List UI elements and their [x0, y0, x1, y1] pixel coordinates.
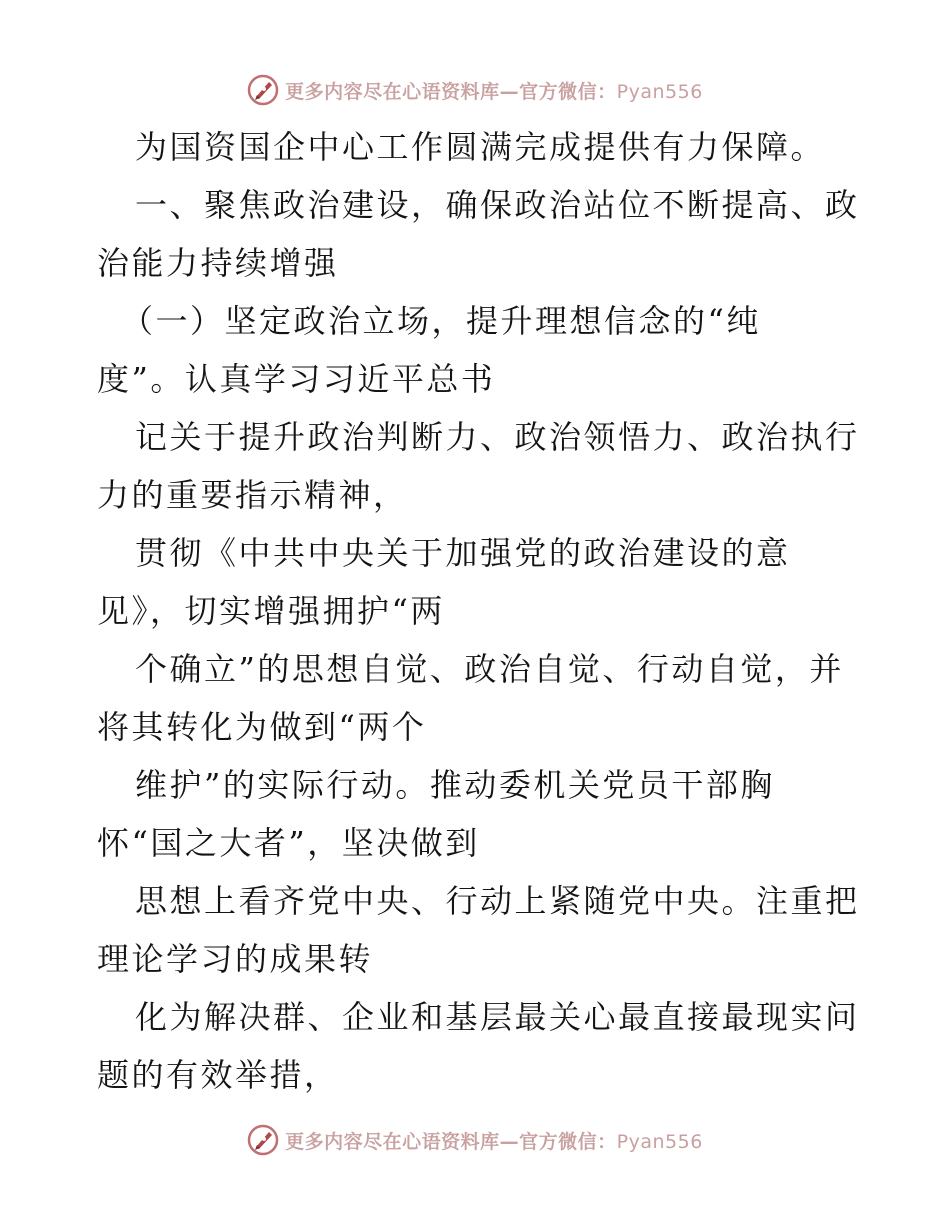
subsection-heading-line: （一）坚定政治立场，提升理想信念的“纯 — [121, 302, 761, 340]
quill-pen-logo-icon — [247, 1124, 279, 1156]
section-heading-line: 治能力持续增强 — [97, 244, 339, 282]
paragraph-line: 维护”的实际行动。推动委机关党员干部胸 — [135, 766, 775, 804]
watermark-text — [285, 1127, 703, 1154]
watermark-label: 更多内容尽在心语资料库—官方微信： — [285, 1130, 617, 1153]
paragraph-line: 化为解决群、企业和基层最关心最直接最现实问 — [135, 998, 860, 1036]
watermark-label: 更多内容尽在心语资料库—官方微信： — [285, 80, 617, 103]
paragraph-line: 将其转化为做到“两个 — [97, 708, 427, 746]
paragraph-line: 贯彻《中共中央关于加强党的政治建设的意 — [135, 534, 791, 572]
section-heading-line: 一、聚焦政治建设，确保政治站位不断提高、政 — [135, 186, 860, 224]
watermark-wechat-id: Pyan556 — [616, 80, 703, 103]
paragraph-line: 度”。认真学习习近平总书 — [97, 360, 496, 398]
paragraph-line: 怀“国之大者”，坚决做到 — [97, 824, 480, 862]
footer-watermark — [0, 1122, 950, 1158]
paragraph-line: 为国资国企中心工作圆满完成提供有力保障。 — [135, 128, 826, 166]
paragraph-line: 题的有效举措， — [97, 1056, 339, 1094]
paragraph-line: 记关于提升政治判断力、政治领悟力、政治执行 — [135, 418, 860, 456]
paragraph-line: 思想上看齐党中央、行动上紧随党中央。注重把 — [135, 882, 860, 920]
paragraph-line: 理论学习的成果转 — [97, 940, 374, 978]
paragraph-line: 力的重要指示精神， — [97, 476, 408, 514]
watermark-wechat-id: Pyan556 — [616, 1130, 703, 1153]
paragraph-line: 见》，切实增强拥护“两 — [97, 592, 445, 630]
paragraph-line: 个确立”的思想自觉、政治自觉、行动自觉，并 — [135, 650, 844, 688]
